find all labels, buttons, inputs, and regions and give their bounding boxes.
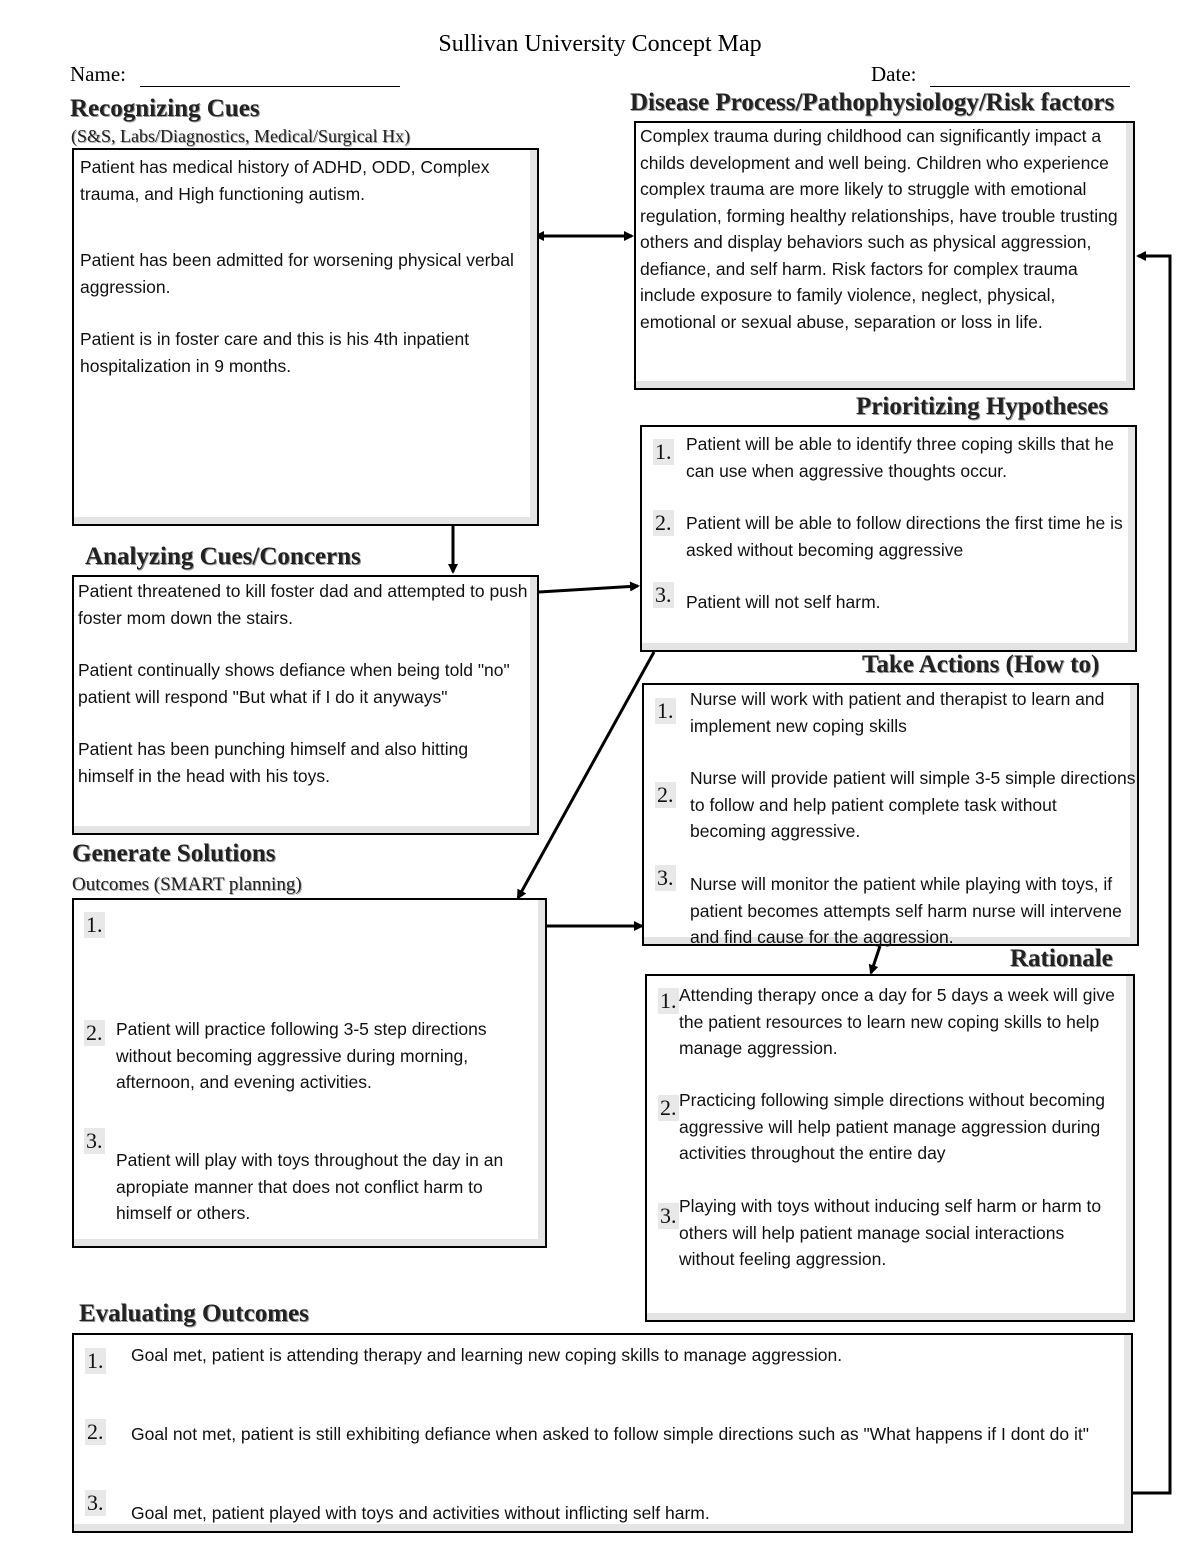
prioritizing-item: Patient will be able to follow directions the first time he is asked without becoming aggressive xyxy=(686,513,1123,560)
prioritizing-number: 3. xyxy=(655,582,672,607)
take-actions-number: 3. xyxy=(657,865,674,890)
take-actions-item: Nurse will work with patient and therapist to learn and implement new coping skills xyxy=(690,689,1105,736)
evaluating-item: Goal met, patient is attending therapy and learning new coping skills to manage aggression. xyxy=(131,1345,843,1365)
generate-subheading: Outcomes (SMART planning) xyxy=(72,874,302,895)
page-title: Sullivan University Concept Map xyxy=(438,31,762,57)
generate-number: 3. xyxy=(86,1128,103,1153)
take-actions-number: 1. xyxy=(657,698,674,723)
evaluating-number: 1. xyxy=(87,1348,104,1373)
evaluating-item: Goal not met, patient is still exhibiting defiance when asked to follow simple directions such as "What happens if I dont do it" xyxy=(131,1424,1089,1444)
analyzing-paragraph: Patient threatened to kill foster dad and attempted to push foster mom down the stairs. xyxy=(78,581,528,628)
recognizing-paragraph: Patient is in foster care and this is his 4th inpatient hospitalization in 9 months. xyxy=(80,329,470,376)
rationale-item: Practicing following simple directions without becoming aggressive will help patient manage aggression during activities throughout the entire day xyxy=(679,1090,1106,1163)
date-label: Date: xyxy=(871,62,917,86)
rationale-heading: Rationale xyxy=(1010,945,1113,972)
analyzing-box[interactable] xyxy=(72,575,539,835)
evaluating-number: 2. xyxy=(87,1419,104,1444)
recognizing-heading: Recognizing Cues xyxy=(70,95,260,122)
generate-box[interactable] xyxy=(72,898,547,1248)
take-actions-box[interactable] xyxy=(642,683,1139,946)
name-label: Name: xyxy=(70,62,126,86)
evaluating-box[interactable] xyxy=(72,1333,1133,1533)
disease-heading: Disease Process/Pathophysiology/Risk factors xyxy=(630,89,1115,116)
prioritizing-box[interactable] xyxy=(640,425,1137,652)
evaluating-number: 3. xyxy=(87,1490,104,1515)
rationale-item: Attending therapy once a day for 5 days a week will give the patient resources to learn new coping skills to help manage aggression. xyxy=(679,985,1115,1058)
rationale-box[interactable] xyxy=(645,974,1135,1322)
analyzing-paragraph: Patient has been punching himself and also hitting himself in the head with his toys. xyxy=(78,739,469,786)
arrow-analyzing-prioritizing xyxy=(539,586,638,592)
take-actions-item: Nurse will provide patient will simple 3-5 simple directions to follow and help patient complete task without becoming aggressive. xyxy=(690,768,1136,841)
evaluating-item: Goal met, patient played with toys and activities without inflicting self harm. xyxy=(131,1503,710,1523)
prioritizing-number: 2. xyxy=(655,510,672,535)
prioritizing-number: 1. xyxy=(655,439,672,464)
disease-text: Complex trauma during childhood can significantly impact a childs development and well being. Children who experience complex trauma are more likely to struggle with emotional regulation, forming healthy relationships, have trouble trusting others and display behaviors such as physical aggression, defiance, and self harm. Risk factors for complex trauma include exposure to family violence, neglect, physical, emotional or sexual abuse, separation or loss in life. xyxy=(640,126,1118,332)
recognizing-subheading: (S&S, Labs/Diagnostics, Medical/Surgical Hx) xyxy=(71,126,411,146)
generate-item: Patient will practice following 3-5 step directions without becoming aggressive during morning, afternoon, and evening activities. xyxy=(116,1019,487,1092)
rationale-item: Playing with toys without inducing self harm or harm to others will help patient manage social interactions without feeling aggression. xyxy=(679,1196,1102,1269)
prioritizing-item: Patient will not self harm. xyxy=(686,592,881,612)
generate-heading: Generate Solutions xyxy=(72,840,276,867)
rationale-number: 1. xyxy=(660,988,677,1013)
take-actions-heading: Take Actions (How to) xyxy=(862,651,1100,678)
disease-box[interactable] xyxy=(634,121,1135,390)
take-actions-item: Nurse will monitor the patient while playing with toys, if patient becomes attempts self harm nurse will intervene and find cause for the aggression. xyxy=(690,874,1122,947)
recognizing-paragraph: Patient has been admitted for worsening physical verbal aggression. xyxy=(80,250,514,297)
recognizing-box[interactable] xyxy=(72,148,539,526)
evaluating-heading: Evaluating Outcomes xyxy=(79,1300,309,1327)
generate-item: Patient will play with toys throughout the day in an apropiate manner that does not conflict harm to himself or others. xyxy=(116,1150,504,1223)
prioritizing-heading: Prioritizing Hypotheses xyxy=(856,393,1109,420)
generate-number: 2. xyxy=(86,1020,103,1045)
rationale-number: 3. xyxy=(660,1203,677,1228)
rationale-number: 2. xyxy=(660,1095,677,1120)
recognizing-paragraph: Patient has medical history of ADHD, ODD, Complex trauma, and High functioning autism. xyxy=(80,157,490,204)
prioritizing-item: Patient will be able to identify three coping skills that he can use when aggressive thoughts occur. xyxy=(686,434,1115,481)
analyzing-heading: Analyzing Cues/Concerns xyxy=(85,543,361,570)
generate-number: 1. xyxy=(86,912,103,937)
take-actions-number: 2. xyxy=(657,782,674,807)
analyzing-paragraph: Patient continually shows defiance when being told "no" patient will respond "But what if I do it anyways" xyxy=(78,660,510,707)
